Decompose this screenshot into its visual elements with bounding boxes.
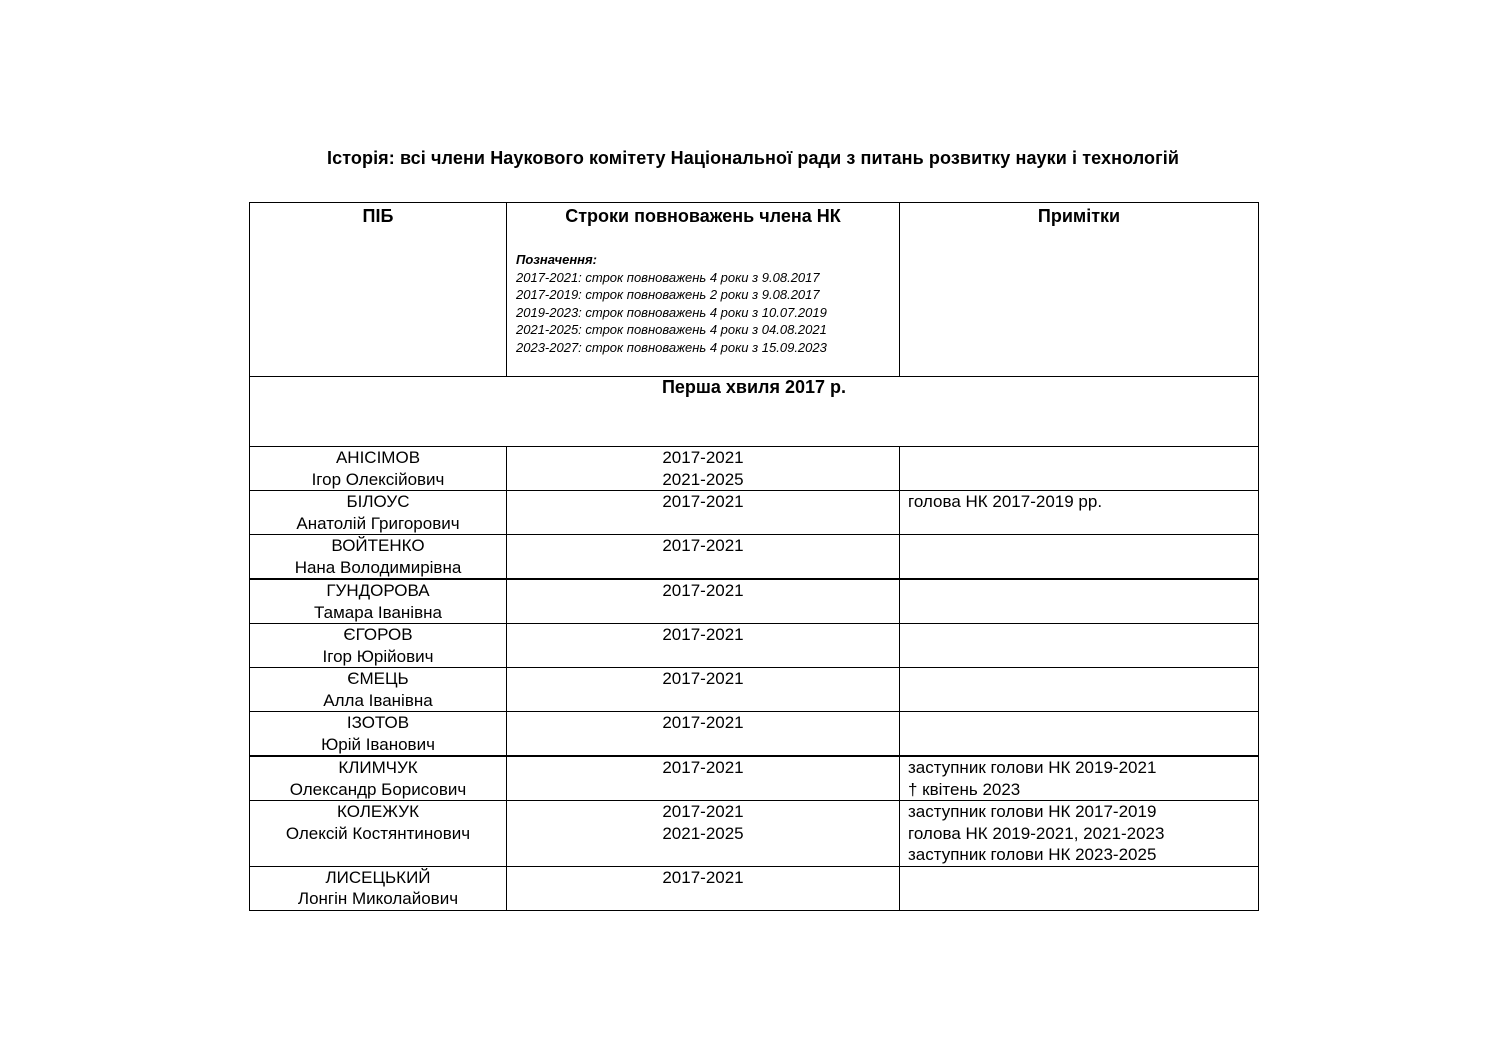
- member-note: заступник голови НК 2023-2025: [908, 845, 1157, 864]
- member-given-names: Олександр Борисович: [289, 779, 467, 799]
- legend: [516, 251, 899, 356]
- member-term: 2017-2021: [662, 867, 744, 887]
- member-given-names: Ігор Олексійович: [311, 469, 445, 489]
- header-terms: [507, 203, 900, 377]
- member-term: 2017-2021: [662, 758, 744, 777]
- member-given-names: Лонгін Миколайович: [297, 889, 459, 908]
- legend-line: 2019-2023: строк повноважень 4 роки з 10.07.2019: [516, 304, 827, 320]
- member-term: 2017-2021: [662, 448, 744, 467]
- table-row: [250, 624, 1259, 668]
- table-row: [250, 535, 1259, 580]
- header-terms-label: Строки повноважень члена НК: [565, 206, 841, 226]
- member-note: голова НК 2017-2019 рр.: [908, 492, 1103, 511]
- member-term: 2017-2021: [662, 536, 744, 555]
- member-given-names: Юрій Іванович: [321, 734, 435, 754]
- member-terms-cell: [507, 491, 900, 535]
- table-row: [250, 756, 1259, 801]
- member-notes-cell: [900, 801, 1259, 867]
- member-notes-cell: [900, 447, 1259, 491]
- member-surname: ЄГОРОВ: [343, 625, 413, 644]
- legend-line: 2021-2025: строк повноважень 4 роки з 04.08.2021: [516, 322, 827, 337]
- member-notes-cell: [900, 579, 1259, 624]
- table-row: [250, 866, 1259, 910]
- table-row: [250, 491, 1259, 535]
- member-name-cell: [250, 756, 507, 801]
- member-surname: АНІСІМОВ: [335, 448, 421, 467]
- legend-title: Позначення:: [516, 252, 598, 267]
- member-term: 2017-2021: [662, 713, 744, 732]
- member-name-cell: [250, 624, 507, 668]
- member-terms-cell: [507, 535, 900, 580]
- member-notes-cell: [900, 491, 1259, 535]
- header-notes-label: Примітки: [1037, 206, 1121, 226]
- header-row: [250, 203, 1259, 377]
- member-notes-cell: [900, 535, 1259, 580]
- member-name-cell: [250, 447, 507, 491]
- member-name-cell: [250, 801, 507, 867]
- member-terms-cell: [507, 801, 900, 867]
- member-notes-cell: [900, 866, 1259, 910]
- legend-line: 2017-2021: строк повноважень 4 роки з 9.08.2017: [516, 269, 820, 285]
- member-term: 2021-2025: [662, 823, 744, 843]
- member-term: 2017-2021: [662, 669, 744, 688]
- member-name-cell: [250, 668, 507, 712]
- member-given-names: Нана Володимирівна: [294, 557, 462, 577]
- member-terms-cell: [507, 624, 900, 668]
- member-name-cell: [250, 579, 507, 624]
- member-term: 2017-2021: [662, 492, 744, 511]
- section-row: [250, 377, 1259, 447]
- member-given-names: Олексій Костянтинович: [285, 823, 471, 843]
- member-terms-cell: [507, 756, 900, 801]
- member-surname: ЛИСЕЦЬКИЙ: [325, 867, 431, 887]
- member-note: заступник голови НК 2017-2019: [908, 802, 1157, 821]
- member-surname: ІЗОТОВ: [346, 713, 410, 732]
- member-term: 2017-2021: [662, 802, 744, 821]
- member-terms-cell: [507, 866, 900, 910]
- table-row: [250, 712, 1259, 757]
- member-given-names: Анатолій Григорович: [296, 513, 460, 533]
- member-given-names: Ігор Юрійович: [322, 646, 434, 666]
- member-surname: ЄМЕЦЬ: [347, 669, 409, 688]
- member-terms-cell: [507, 447, 900, 491]
- member-name-cell: [250, 712, 507, 757]
- member-given-names: Алла Іванівна: [323, 690, 433, 710]
- legend-line: 2017-2019: строк повноважень 2 роки з 9.08.2017: [516, 287, 820, 302]
- member-terms-cell: [507, 712, 900, 757]
- header-name: [250, 203, 507, 377]
- member-note: заступник голови НК 2019-2021: [908, 758, 1157, 777]
- member-given-names: Тамара Іванівна: [314, 602, 442, 622]
- table-row: [250, 668, 1259, 712]
- header-name-label: ПІБ: [362, 206, 394, 226]
- member-surname: КЛИМЧУК: [338, 758, 418, 777]
- table-row: [250, 579, 1259, 624]
- member-notes-cell: [900, 712, 1259, 757]
- document-title: Історія: всі члени Наукового комітету Національної ради з питань розвитку науки і технологій: [326, 148, 1180, 168]
- member-term: 2017-2021: [662, 581, 744, 600]
- member-notes-cell: [900, 668, 1259, 712]
- member-term: 2017-2021: [662, 625, 744, 644]
- legend-line: 2023-2027: строк повноважень 4 роки з 15.09.2023: [516, 339, 827, 355]
- member-terms-cell: [507, 579, 900, 624]
- member-notes-cell: [900, 624, 1259, 668]
- member-note: голова НК 2019-2021, 2021-2023: [908, 823, 1165, 843]
- member-surname: ГУНДОРОВА: [326, 581, 430, 600]
- member-name-cell: [250, 491, 507, 535]
- members-table: [249, 202, 1259, 911]
- member-terms-cell: [507, 668, 900, 712]
- member-term: 2021-2025: [662, 469, 744, 489]
- table-row: [250, 801, 1259, 867]
- section-title: Перша хвиля 2017 р.: [250, 377, 1259, 447]
- member-name-cell: [250, 535, 507, 580]
- member-surname: БІЛОУС: [346, 492, 410, 511]
- member-name-cell: [250, 866, 507, 910]
- member-notes-cell: [900, 756, 1259, 801]
- header-notes: [900, 203, 1259, 377]
- table-row: [250, 447, 1259, 491]
- member-note: † квітень 2023: [908, 779, 1021, 799]
- member-surname: КОЛЕЖУК: [336, 802, 419, 821]
- member-surname: ВОЙТЕНКО: [331, 536, 425, 555]
